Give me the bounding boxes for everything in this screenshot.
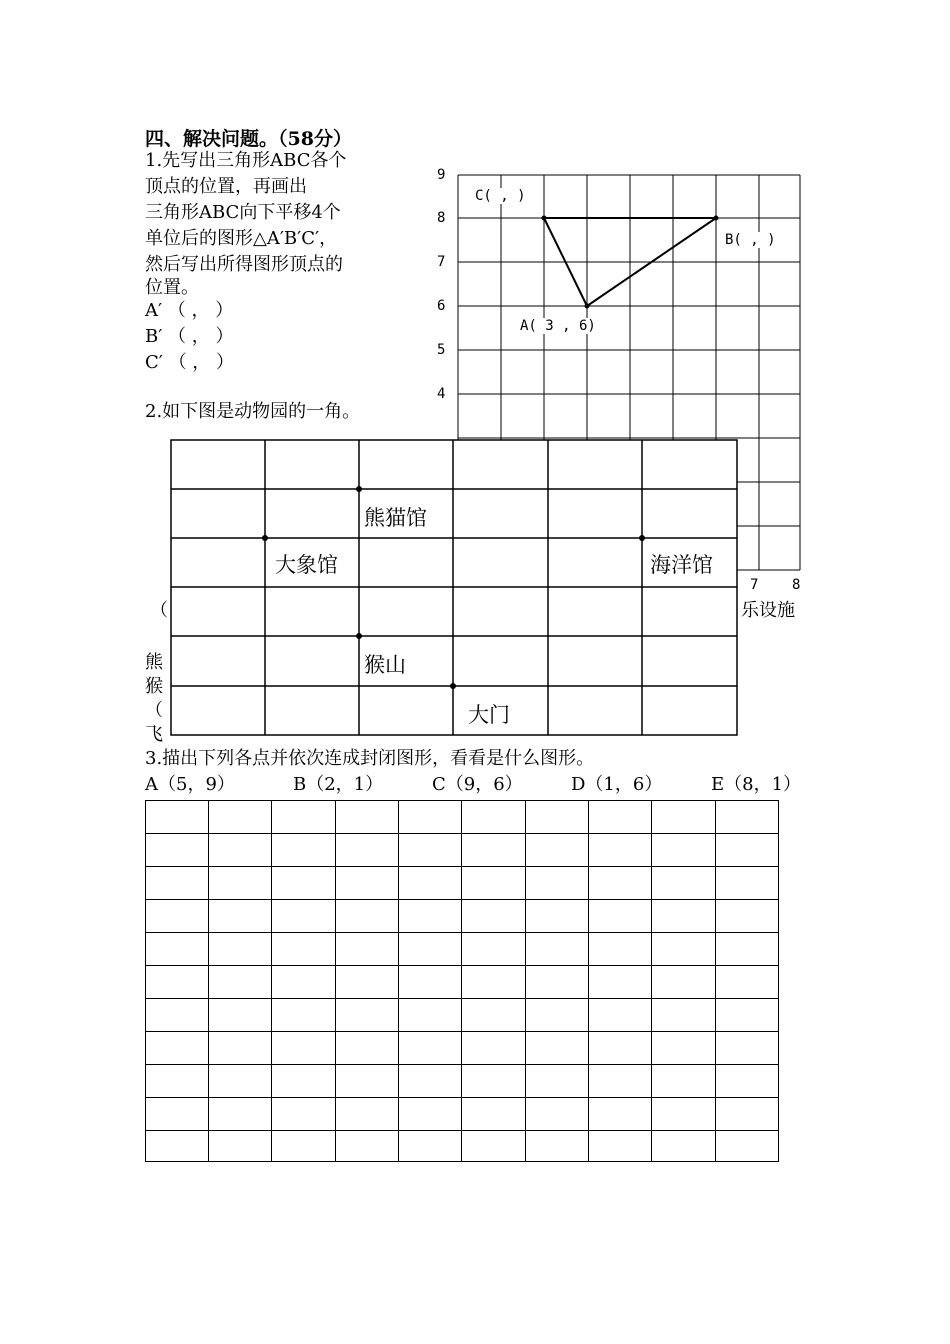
q3-point-b: B（2，1） bbox=[293, 774, 384, 795]
q1-answer-c: C′ （ ， ） bbox=[145, 352, 235, 373]
zoo-label-elephant: 大象馆 bbox=[275, 553, 338, 577]
label-b: B( , ) bbox=[725, 232, 776, 248]
q2-partial-left-4: （ bbox=[145, 700, 163, 721]
q1-line-1: 1.先写出三角形ABC各个 bbox=[145, 150, 347, 171]
q2-partial-right: 乐设施 bbox=[741, 600, 795, 621]
section-title: 四、解决问题。（58分） bbox=[145, 128, 352, 150]
y-tick-7: 7 bbox=[437, 254, 446, 270]
q1-line-2: 顶点的位置，再画出 bbox=[145, 176, 307, 197]
q1-line-5: 然后写出所得图形顶点的 bbox=[145, 254, 343, 275]
q2-partial-left-2: 熊 bbox=[145, 652, 163, 673]
q1-line-6: 位置。 bbox=[145, 277, 199, 298]
y-tick-5: 5 bbox=[437, 342, 446, 358]
zoo-label-ocean: 海洋馆 bbox=[650, 553, 713, 577]
y-tick-4: 4 bbox=[437, 386, 446, 402]
y-tick-6: 6 bbox=[437, 298, 446, 314]
q1-line-4: 单位后的图形△A′B′C′， bbox=[145, 228, 338, 249]
q2-partial-left-5: 飞 bbox=[145, 724, 163, 745]
q2-partial-left-3: 猴 bbox=[145, 676, 163, 697]
q1-answer-b: B′ （ ， ） bbox=[145, 326, 234, 347]
label-a: A( 3 , 6) bbox=[520, 318, 596, 334]
label-c: C( , ) bbox=[475, 188, 526, 204]
q2-title: 2.如下图是动物园的一角。 bbox=[145, 401, 361, 422]
y-tick-9: 9 bbox=[437, 167, 446, 183]
zoo-label-panda: 熊猫馆 bbox=[364, 506, 427, 530]
q1-line-3: 三角形ABC向下平移4个 bbox=[145, 202, 341, 223]
x-tick-8: 8 bbox=[792, 577, 801, 593]
q3-title: 3.描出下列各点并依次连成封闭图形，看看是什么图形。 bbox=[145, 748, 595, 769]
x-tick-7: 7 bbox=[750, 577, 759, 593]
q2-partial-left-1: （ bbox=[150, 600, 168, 621]
q1-answer-a: A′ （ ， ） bbox=[145, 300, 234, 321]
q3-point-a: A（5，9） bbox=[145, 774, 235, 795]
q3-point-d: D（1，6） bbox=[571, 774, 663, 795]
q3-point-c: C（9，6） bbox=[432, 774, 523, 795]
y-tick-8: 8 bbox=[437, 210, 446, 226]
zoo-label-monkey: 猴山 bbox=[364, 653, 406, 677]
q3-point-e: E（8，1） bbox=[711, 774, 802, 795]
zoo-label-gate: 大门 bbox=[468, 703, 510, 727]
